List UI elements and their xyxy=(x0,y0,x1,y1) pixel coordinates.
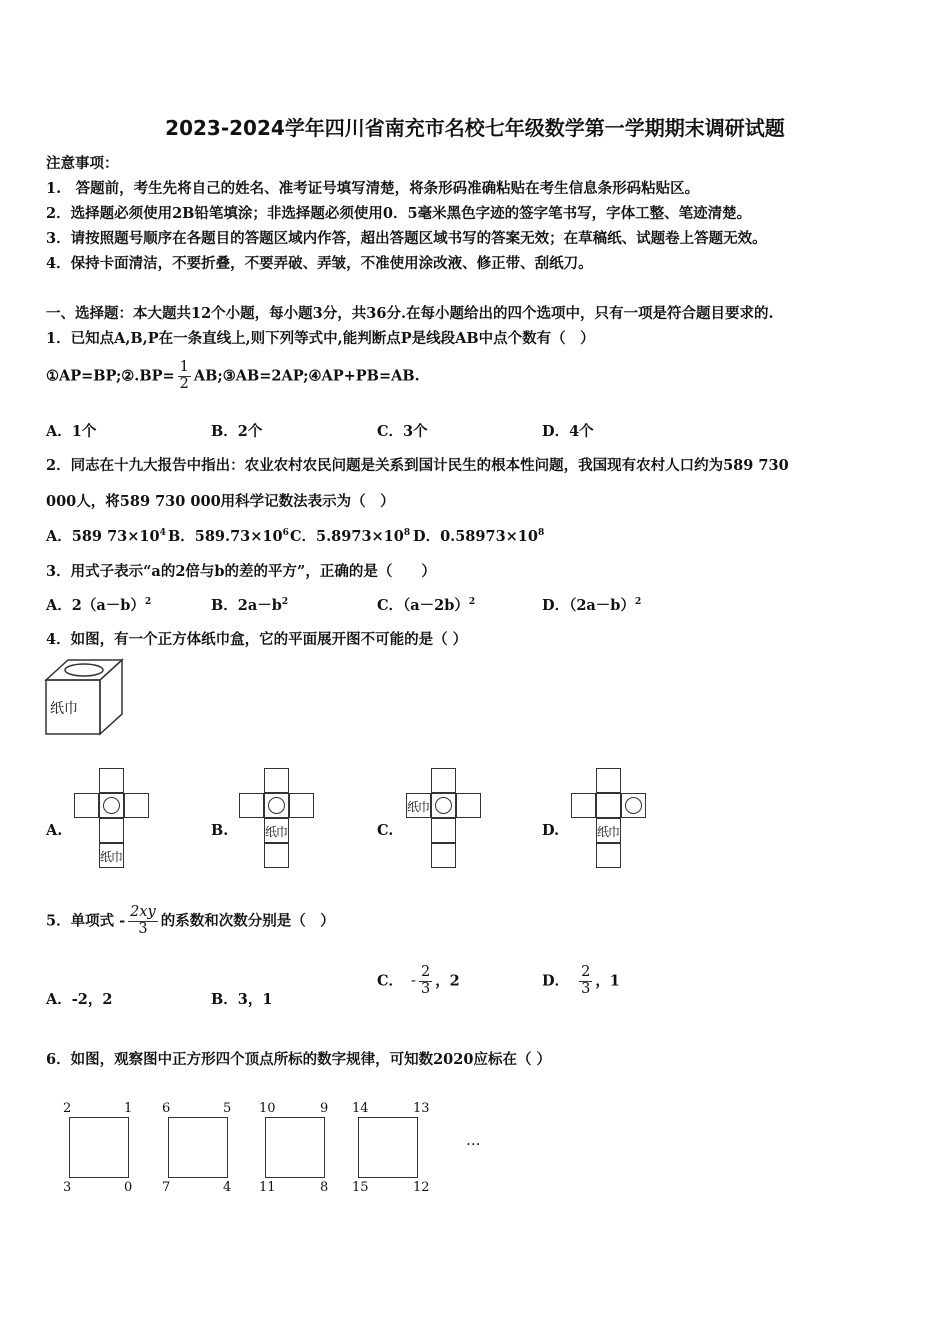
q2-option-a: A．589 $73\times 10^4$ xyxy=(46,528,166,545)
q4-option-b: B. xyxy=(211,822,229,839)
q1-option-b: B．2个 xyxy=(211,423,263,440)
vertex-number: 3 xyxy=(63,1180,72,1195)
q3-option-d: D．$(2a-b)^2$ xyxy=(542,597,642,614)
page-title: 2023-2024学年四川省南充市名校七年级数学第一学期期末调研试题 xyxy=(165,116,785,140)
q2-stem-line1: 2．同志在十九大报告中指出：农业农村农民问题是关系到国计民生的根本性问题，我国现有农村人口约为589 730 xyxy=(46,457,789,474)
notice-item: 2．选择题必须使用2B铅笔填涂；非选择题必须使用0．5毫米黑色字迹的签字笔书写，字体工整、笔迹清楚。 xyxy=(46,205,752,222)
net-a xyxy=(74,768,152,894)
square xyxy=(168,1117,228,1178)
q1-option-c: C．3个 xyxy=(377,423,428,440)
q2-option-c: C．$5.8973\times 10^8$ xyxy=(290,528,411,545)
q3-option-c: C．$(a-2b)^2$ xyxy=(377,597,476,614)
numerator: 1 xyxy=(179,359,189,375)
vertex-number: 14 xyxy=(352,1101,369,1116)
circle-icon xyxy=(103,797,120,814)
notice-item: 3．请按照题号顺序在各题目的答题区域内作答，超出答题区域书写的答案无效；在草稿纸、试题卷上答题无效。 xyxy=(46,230,767,247)
vertex-number: 0 xyxy=(124,1180,133,1195)
notice-heading: 注意事项： xyxy=(46,155,119,172)
notice-item: 1. 答题前，考生先将自己的姓名、准考证号填写清楚，将条形码准确粘贴在考生信息条形码粘贴区。 xyxy=(46,180,700,197)
net-d xyxy=(571,768,649,894)
vertex-number: 8 xyxy=(320,1180,329,1195)
tissue-box-label: 纸巾 xyxy=(50,701,78,717)
net-b xyxy=(239,768,317,894)
section-heading: 一、选择题：本大题共12个小题，每小题3分，共36分.在每小题给出的四个选项中，只有一项是符合题目要求的. xyxy=(46,305,774,322)
circle-icon xyxy=(625,797,642,814)
net-label: 纸巾 xyxy=(597,825,620,839)
notice-item: 4．保持卡面清洁，不要折叠，不要弄破、弄皱，不准使用涂改液、修正带、刮纸刀。 xyxy=(46,255,593,272)
q1-stem: 1．已知点A,B,P在一条直线上,则下列等式中,能判断点P是线段AB中点个数有（ ） xyxy=(46,330,595,347)
vertex-number: 12 xyxy=(413,1180,430,1195)
q5-option-a: A．-2，2 xyxy=(46,991,113,1008)
q5-option-d: D． $\frac{2}{3}$ ，1 xyxy=(542,964,620,997)
q4-option-a: A. xyxy=(46,822,63,839)
q3-stem: 3．用式子表示“a的2倍与b的差的平方”，正确的是（ ） xyxy=(46,563,436,580)
vertex-number: 9 xyxy=(320,1101,329,1116)
q5-option-b: B．3，1 xyxy=(211,991,273,1008)
circle-icon xyxy=(435,797,452,814)
fraction xyxy=(178,360,191,393)
net-label: 纸巾 xyxy=(100,850,123,864)
q4-option-c: C. xyxy=(377,822,394,839)
q2-option-d: D．$0.58973\times 10^8$ xyxy=(413,528,545,545)
q1-expression xyxy=(46,360,420,393)
circle-icon xyxy=(268,797,285,814)
denominator: 2 xyxy=(179,375,189,392)
vertex-number: 5 xyxy=(223,1101,232,1116)
net-c xyxy=(406,768,484,894)
q3-option-a: A．$2(a-b)^2$ xyxy=(46,597,152,614)
square xyxy=(358,1117,418,1178)
vertex-number: 11 xyxy=(259,1180,276,1195)
vertex-number: 2 xyxy=(63,1101,72,1116)
q5-option-c: C． - $\frac{2}{3}$ ，2 xyxy=(377,964,460,997)
q6-stem: 6．如图，观察图中正方形四个顶点所标的数字规律，可知数2020应标在（ ） xyxy=(46,1051,551,1068)
net-label: 纸巾 xyxy=(407,800,430,814)
vertex-number: 1 xyxy=(124,1101,133,1116)
q2-stem-line2: 000人，将589 730 000用科学记数法表示为（ ） xyxy=(46,493,395,510)
vertex-number: 10 xyxy=(259,1101,276,1116)
q2-option-b: B．$589.73\times 10^6$ xyxy=(168,528,289,545)
q4-option-d: D. xyxy=(542,822,560,839)
ellipsis: … xyxy=(466,1133,481,1149)
vertex-number: 4 xyxy=(223,1180,232,1195)
q5-stem: 5．单项式 - $\frac{2xy}{3}$ 的系数和次数分别是（ ） xyxy=(46,904,335,937)
vertex-number: 6 xyxy=(162,1101,171,1116)
square xyxy=(69,1117,129,1178)
q1-option-a: A．1个 xyxy=(46,423,97,440)
q1-option-d: D．4个 xyxy=(542,423,594,440)
expr-post: AB;③AB=2AP;④AP+PB=AB. xyxy=(193,367,420,385)
q3-option-b: B．$2a-b^2$ xyxy=(211,597,289,614)
q4-stem: 4．如图，有一个正方体纸巾盒，它的平面展开图不可能的是（ ） xyxy=(46,631,468,648)
vertex-number: 7 xyxy=(162,1180,171,1195)
square xyxy=(265,1117,325,1178)
net-label: 纸巾 xyxy=(265,825,288,839)
expr-pre: ①AP=BP;②.BP= xyxy=(46,367,175,385)
vertex-number: 15 xyxy=(352,1180,369,1195)
vertex-number: 13 xyxy=(413,1101,430,1116)
